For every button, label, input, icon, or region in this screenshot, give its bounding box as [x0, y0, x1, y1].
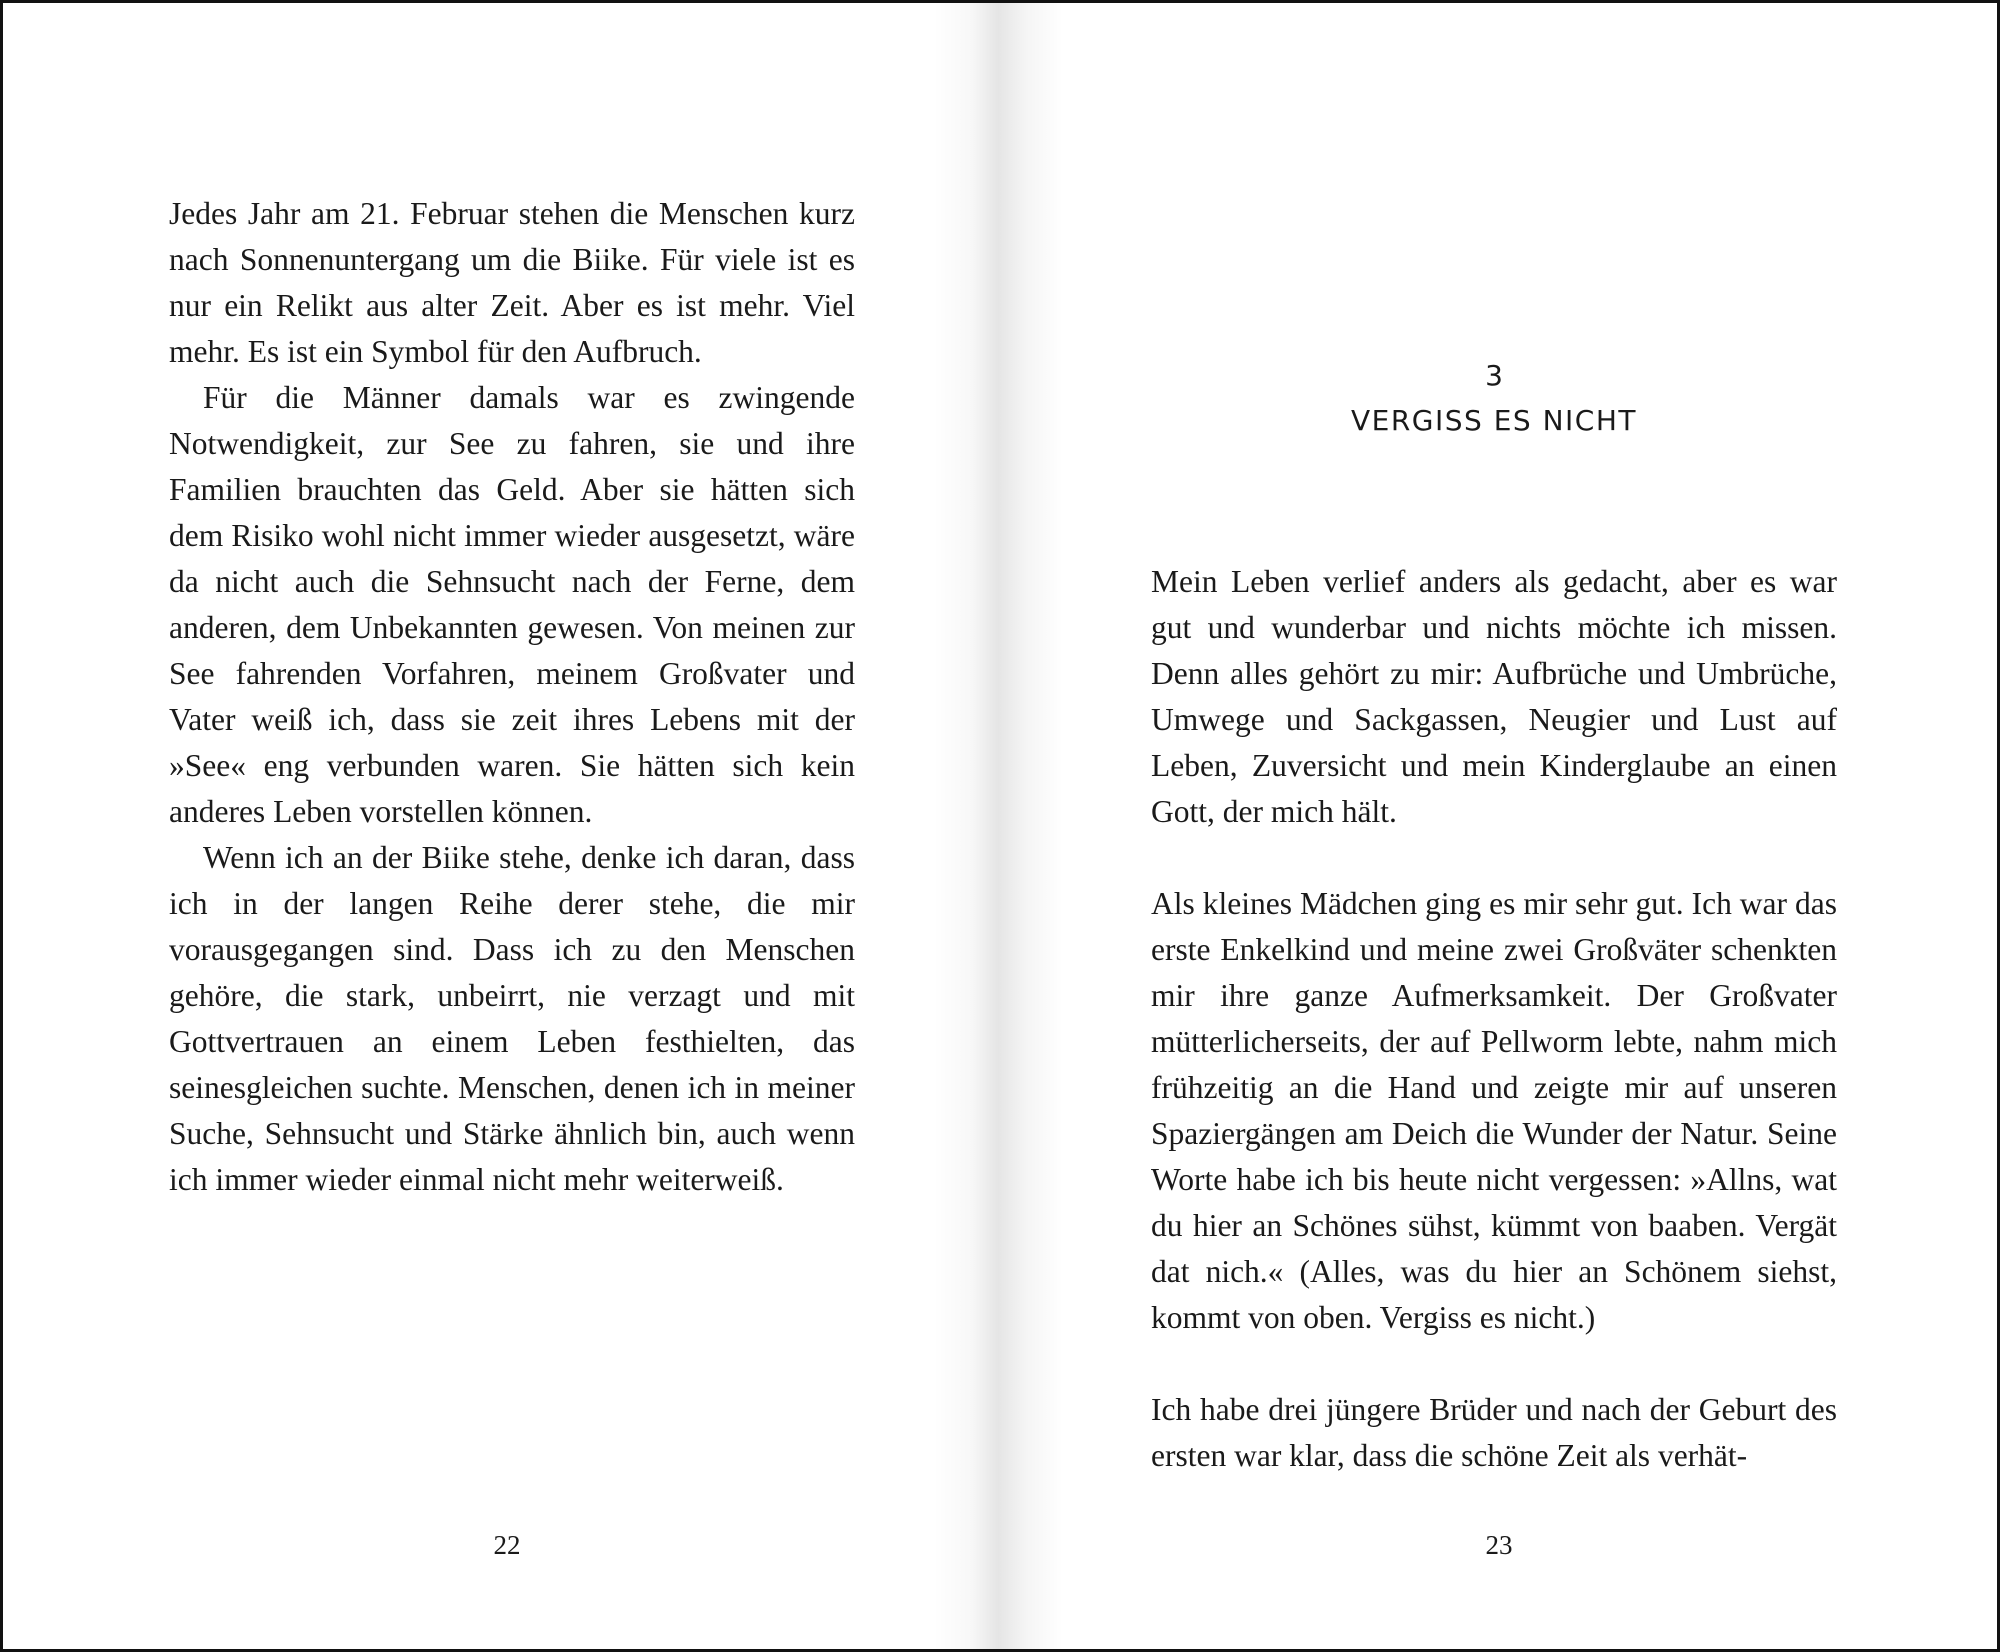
left-paragraph-3: Wenn ich an der Biike stehe, denke ich daran, dass ich in der langen Reihe derer stehe, die mir vorausgegangen sind. Dass ich zu den Menschen gehöre, die stark, unbeirrt, nie verzagt und mit Gottvertrauen an einem Leben festhielten, das seinesgleichen suchte. Menschen, denen ich in meiner Suche, Sehnsucht und Stärke ähnlich bin, auch wenn ich immer wieder einmal nicht mehr weiterweiß.	[169, 840, 855, 1197]
left-paragraph-2: Für die Männer damals war es zwingende Notwendigkeit, zur See zu fahren, sie und ihre Familien brauchten das Geld. Aber sie hätten sich dem Risiko wohl nicht immer wieder ausgesetzt, wäre da nicht auch die Sehnsucht nach der Ferne, dem anderen, dem Unbekannten gewesen. Von meinen zur See fahrenden Vorfahren, meinem Großvater und Vater weiß ich, dass sie zeit ihres Lebens mit der »See« eng verbunden waren. Sie hätten sich kein anderes Leben vorstellen können.	[169, 380, 855, 829]
chapter-title: VERGISS ES NICHT	[1351, 404, 1637, 437]
chapter-number: 3	[1485, 359, 1503, 392]
right-page-body	[1151, 559, 1837, 1479]
left-paragraph-1: Jedes Jahr am 21. Februar stehen die Menschen kurz nach Sonnenuntergang um die Biike. Für viele ist es nur ein Relikt aus alter Zeit. Aber es ist mehr. Viel mehr. Es ist ein Symbol für den Aufbruch.	[169, 196, 855, 369]
right-page-number: 23	[1485, 1530, 1513, 1560]
right-paragraph-3: Ich habe drei jüngere Brüder und nach der Geburt des ersten war klar, dass die schöne Zeit als verhät-	[1151, 1392, 1837, 1473]
chapter-heading	[1151, 355, 1837, 445]
right-page	[1003, 3, 2000, 1649]
left-page	[3, 3, 1003, 1649]
right-paragraph-2: Als kleines Mädchen ging es mir sehr gut. Ich war das erste Enkelkind und meine zwei Großväter schenkten mir ihre ganze Aufmerksamkeit. Der Großvater mütterlicherseits, der auf Pellworm lebte, nahm mich frühzeitig an die Hand und zeigte mir auf unseren Spaziergängen am Deich die Wunder der Natur. Seine Worte habe ich bis heute nicht vergessen: »Allns, wat du hier an Schönes sühst, kümmt von baaben. Vergät dat nich.« (Alles, was du hier an Schönem siehst, kommt von oben. Vergiss es nicht.)	[1151, 886, 1837, 1335]
left-page-body	[169, 191, 855, 1203]
left-page-number: 22	[493, 1530, 521, 1560]
right-paragraph-1: Mein Leben verlief anders als gedacht, aber es war gut und wunderbar und nichts möchte ich missen. Denn alles gehört zu mir: Aufbrüche und Umbrüche, Umwege und Sackgassen, Neugier und Lust auf Leben, Zuversicht und mein Kinderglaube an einen Gott, der mich hält.	[1151, 564, 1837, 829]
